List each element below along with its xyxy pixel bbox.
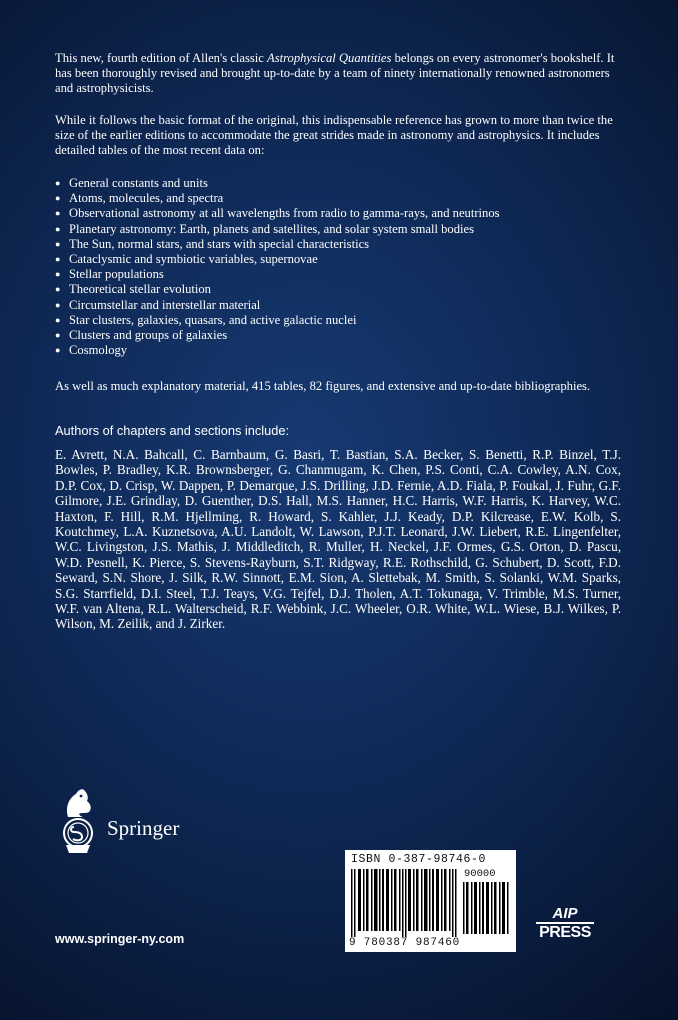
authors-list: E. Avrett, N.A. Bahcall, C. Barnbaum, G. Basri, T. Bastian, S.A. Becker, S. Benetti, R.P. Binzel, T.J. Bowles, P. Bradley, K.R. Brownsberger, G. Chanmugam, K. Chen, P.S. Conti, C.A. Cowley, A.N. Cox, D.P. Cox, D. Crisp, W. Dappen, P. Demarque, J.S. Drilling, J.D. Fernie, A.D. Fiala, P. Foukal, J. Fuhr, G.F. Gilmore, J.E. Grindlay, D. Guenther, D.S. Hall, M.S. Hanner, H.C. Harris, W.F. Harris, K. Harvey, W.C. Haxton, F. Hill, R.M. Hjellming, R. Howard, S. Kahler, J.J. Keady, D.P. Kilcrease, E.W. Kolb, S. Koutchmey, L.A. Kuznetsova, A.U. Landolt, W. Lawson, P.J.T. Leonard, J.W. Liebert, R.E. Lingenfelter, W.C. Livingston, J.S. Mathis, J. Middleditch, R. Muller, H. Neckel, J.F. Ormes, G.S. Orton, D. Pascu, W.D. Pesnell, K. Pierce, S. Stevens-Rayburn, S.T. Ridgway, R.E. Rothschild, G. Schubert, D. Scott, F.D. Seward, S.N. Shore, J. Silk, R.W. Sinnott, E.M. Sion, A. Slettebak, M. Smith, S. Solanki, W.M. Sparks, S.G. Starrfield, D.I. Steel, T.J. Teays, V.G. Tejfel, D.J. Tholen, A.T. Tokunaga, V. Trimble, M.S. Turner, W.F. van Altena, R.L. Walterscheid, R.F. Webbink, J.C. Wheeler, O.R. White, W.L. Wiese, B.J. Wilkes, P. Wilson, M. Zeilik, and J. Zirker. (55, 447, 621, 632)
feature-item: ● Star clusters, galaxies, quasars, and active galactic nuclei (55, 313, 500, 328)
isbn-barcode (345, 850, 516, 952)
isbn-number: ISBN 0-387-98746-0 (351, 853, 487, 866)
price-barcode-bars (463, 882, 509, 934)
publisher-url[interactable]: www.springer-ny.com (55, 932, 185, 946)
feature-item: ● General constants and units (55, 176, 500, 191)
intro-text-end: belongs on every astronomer's bookshelf. It has been thoroughly revised and brought up-to-date by a team of ninety internationally renowned astronomers and astrophysicists. (55, 51, 615, 95)
intro-paragraph-1 (55, 51, 625, 96)
feature-item: ● Cataclysmic and symbiotic variables, supernovae (55, 252, 500, 267)
aip-press-logo (536, 906, 594, 942)
book-title: Astrophysical Quantities (267, 51, 392, 65)
authors-heading: Authors of chapters and sections include: (55, 423, 290, 438)
feature-item: ● Stellar populations (55, 267, 500, 282)
feature-item: ● The Sun, normal stars, and stars with special characteristics (55, 237, 500, 252)
ean-barcode-bars (351, 869, 459, 937)
feature-item: ● Cosmology (55, 343, 500, 358)
feature-item: ● Circumstellar and interstellar material (55, 298, 500, 313)
aip-logo-bottom: PRESS (539, 924, 591, 941)
extras-paragraph: As well as much explanatory material, 415 tables, 82 figures, and extensive and up-to-date bibliographies. (55, 379, 591, 393)
springer-knight-logo-icon (54, 787, 102, 857)
aip-logo-top: AIP (536, 906, 594, 924)
intro-paragraph-2: While it follows the basic format of the original, this indispensable reference has grown to more than twice the size of the earlier editions to accommodate the great strides made in astronomy and astrophysics. It includes detailed tables of the most recent data on: (55, 113, 613, 157)
feature-item: ● Atoms, molecules, and spectra (55, 191, 500, 206)
intro-text-start: This new, fourth edition of Allen's classic (55, 51, 268, 65)
publisher-name: Springer (107, 816, 180, 840)
feature-item: ● Theoretical stellar evolution (55, 282, 500, 297)
feature-item: ● Planetary astronomy: Earth, planets and satellites, and solar system small bodies (55, 222, 500, 237)
ean-number: 9 780387 987460 (349, 937, 461, 949)
feature-item: ● Observational astronomy at all wavelengths from radio to gamma-rays, and neutrinos (55, 206, 500, 221)
price-code: 90000 (464, 868, 496, 880)
feature-item: ● Clusters and groups of galaxies (55, 328, 500, 343)
feature-list (55, 176, 500, 358)
